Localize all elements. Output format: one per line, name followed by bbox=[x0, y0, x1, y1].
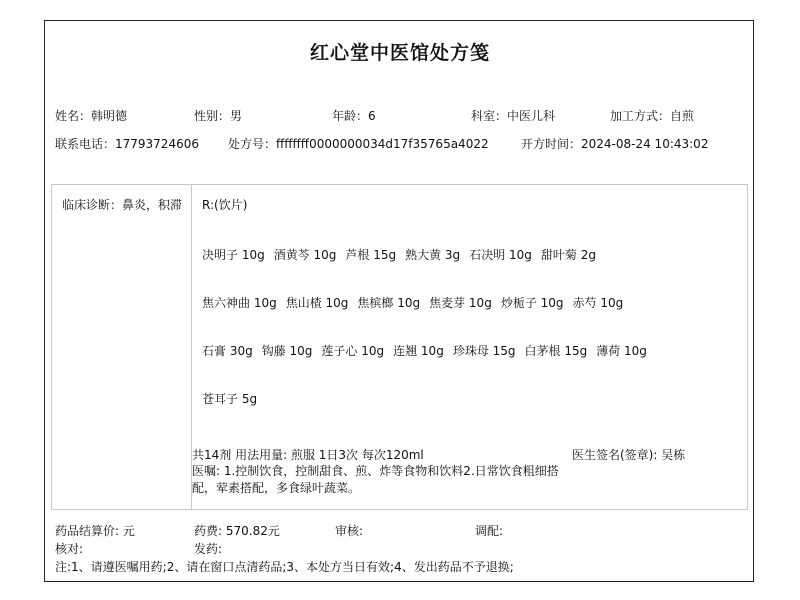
patient-dept: 科室：中医儿科 bbox=[471, 109, 556, 123]
process-method: 加工方式：自煎 bbox=[610, 109, 695, 123]
settlement-price: 药品结算价: 元 bbox=[55, 524, 135, 538]
medical-advice: 医嘱: 1.控制饮食，控制甜食、煎、炸等食物和饮料2.日常饮食粗细搭配，荤素搭配，多食绿叶蔬菜。 bbox=[192, 464, 559, 495]
herb-item: 决明子 10g bbox=[202, 248, 265, 262]
herb-item: 苍耳子 5g bbox=[202, 392, 258, 406]
drug-fee: 药费: 570.82元 bbox=[194, 524, 280, 538]
herb-item: 珍珠母 15g bbox=[452, 344, 516, 358]
check-field: 核对: bbox=[55, 542, 84, 556]
herb-line bbox=[202, 246, 605, 263]
herb-item: 焦山楂 10g bbox=[285, 296, 349, 310]
herb-item: 赤芍 10g bbox=[572, 296, 624, 310]
patient-gender: 性别：男 bbox=[194, 109, 243, 123]
herb-item: 连翘 10g bbox=[393, 344, 444, 358]
footer-note: 注:1、请遵医嘱用药;2、请在窗口点清药品;3、本处方当日有效;4、发出药品不予退换; bbox=[55, 560, 514, 574]
doctor-signature: 医生签名(签章): 吴栋 bbox=[572, 448, 686, 462]
clinical-diagnosis: 临床诊断：鼻炎，积滞 bbox=[62, 198, 183, 212]
herb-line bbox=[202, 390, 266, 407]
review-field: 审核: bbox=[335, 524, 364, 538]
rx-label: R:(饮片) bbox=[202, 198, 248, 212]
issue-field: 发药: bbox=[194, 542, 223, 556]
herb-item: 甜叶菊 2g bbox=[540, 248, 596, 262]
patient-name: 姓名：韩明德 bbox=[55, 109, 128, 123]
prescription-number: 处方号：ffffffff0000000034d17f35765a4022 bbox=[228, 137, 489, 151]
herb-item: 熟大黄 3g bbox=[405, 248, 461, 262]
dispense-field: 调配: bbox=[475, 524, 504, 538]
herb-item: 酒黄芩 10g bbox=[273, 248, 337, 262]
herb-line bbox=[202, 342, 656, 359]
patient-age: 年龄：6 bbox=[332, 109, 376, 123]
herb-item: 钩藤 10g bbox=[261, 344, 313, 358]
usage-dosage: 共14剂 用法用量: 煎服 1日3次 每次120ml bbox=[192, 448, 424, 462]
herb-item: 薄荷 10g bbox=[596, 344, 647, 358]
herb-item: 石决明 10g bbox=[469, 248, 532, 262]
herb-item: 焦六神曲 10g bbox=[202, 296, 277, 310]
contact-phone: 联系电话：17793724606 bbox=[55, 137, 199, 151]
herb-item: 石膏 30g bbox=[202, 344, 253, 358]
herb-item: 莲子心 10g bbox=[321, 344, 385, 358]
herb-line bbox=[202, 294, 632, 311]
prescription-time: 开方时间：2024-08-24 10:43:02 bbox=[521, 137, 709, 151]
page-title: 红心堂中医馆处方笺 bbox=[309, 42, 490, 64]
herb-item: 白茅根 15g bbox=[524, 344, 588, 358]
herb-item: 炒栀子 10g bbox=[500, 296, 564, 310]
herb-item: 焦麦芽 10g bbox=[429, 296, 492, 310]
herb-item: 芦根 15g bbox=[345, 248, 397, 262]
herb-item: 焦槟榔 10g bbox=[357, 296, 421, 310]
